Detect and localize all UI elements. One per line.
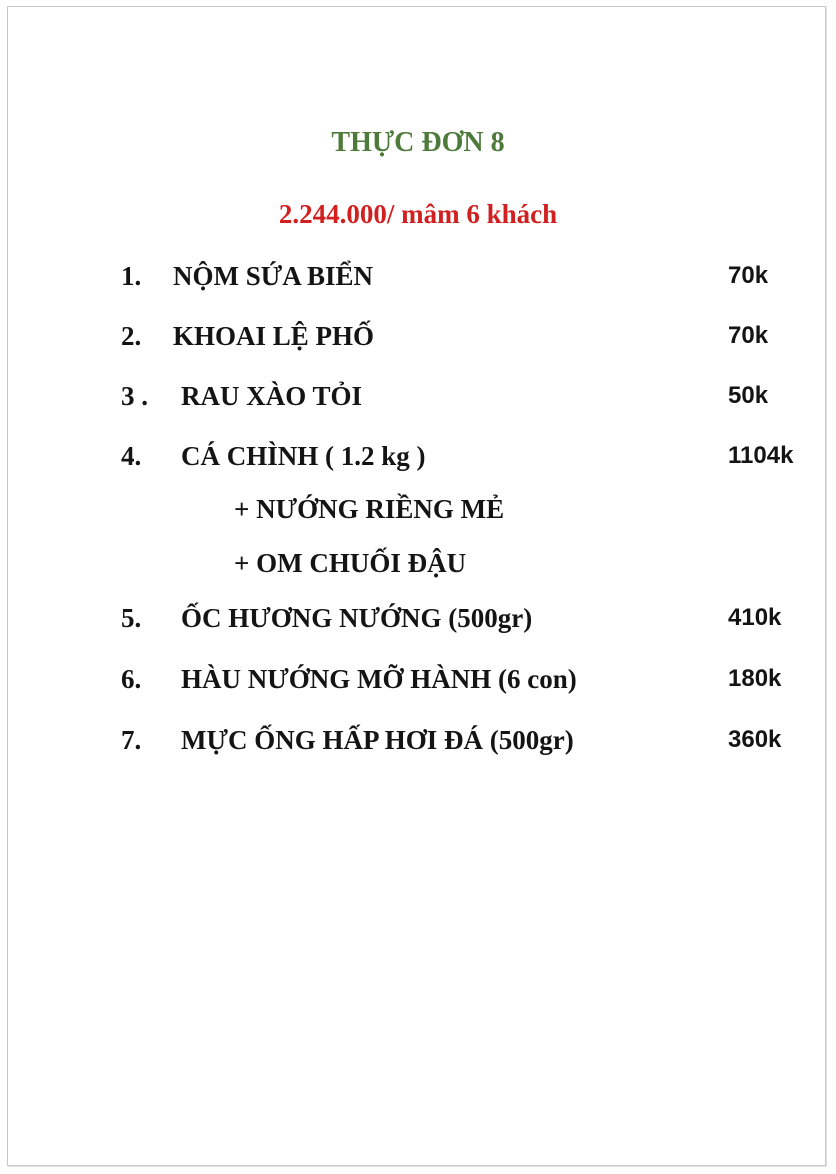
item-price: 70k <box>728 262 769 289</box>
menu-price-per-table: 2.244.000/ mâm 6 khách <box>278 199 558 229</box>
item-number: 1. <box>121 261 142 291</box>
menu-item <box>0 376 836 416</box>
item-name: CÁ CHÌNH ( 1.2 kg ) <box>181 441 426 471</box>
item-number: 6. <box>121 664 142 694</box>
item-name: KHOAI LỆ PHỐ <box>173 321 375 351</box>
sub-item-name: + NƯỚNG RIỀNG MẺ <box>234 494 505 524</box>
item-price: 410k <box>728 604 782 631</box>
menu-item <box>0 316 836 356</box>
item-price: 1104k <box>728 442 794 469</box>
item-price: 180k <box>728 665 782 692</box>
menu-sub-item <box>0 489 836 529</box>
item-name: MỰC ỐNG HẤP HƠI ĐÁ (500gr) <box>181 725 574 755</box>
menu-item <box>0 659 836 699</box>
menu-item <box>0 598 836 638</box>
item-name: NỘM SỨA BIỂN <box>173 261 374 291</box>
item-name: RAU XÀO TỎI <box>181 381 363 411</box>
menu-item <box>0 720 836 760</box>
item-name: ỐC HƯƠNG NƯỚNG (500gr) <box>181 603 533 633</box>
item-number: 5. <box>121 603 142 633</box>
item-price: 50k <box>728 382 769 409</box>
item-number: 3 . <box>121 381 148 411</box>
menu-item <box>0 256 836 296</box>
item-number: 7. <box>121 725 142 755</box>
menu-sub-item <box>0 543 836 583</box>
item-name: HÀU NƯỚNG MỠ HÀNH (6 con) <box>181 664 577 694</box>
menu-title: THỰC ĐƠN 8 <box>331 127 505 158</box>
page-frame <box>7 6 826 1166</box>
menu-item <box>0 436 836 476</box>
item-number: 4. <box>121 441 142 471</box>
sub-item-name: + OM CHUỐI ĐẬU <box>234 548 467 578</box>
item-price: 360k <box>728 726 782 753</box>
item-price: 70k <box>728 322 769 349</box>
item-number: 2. <box>121 321 142 351</box>
